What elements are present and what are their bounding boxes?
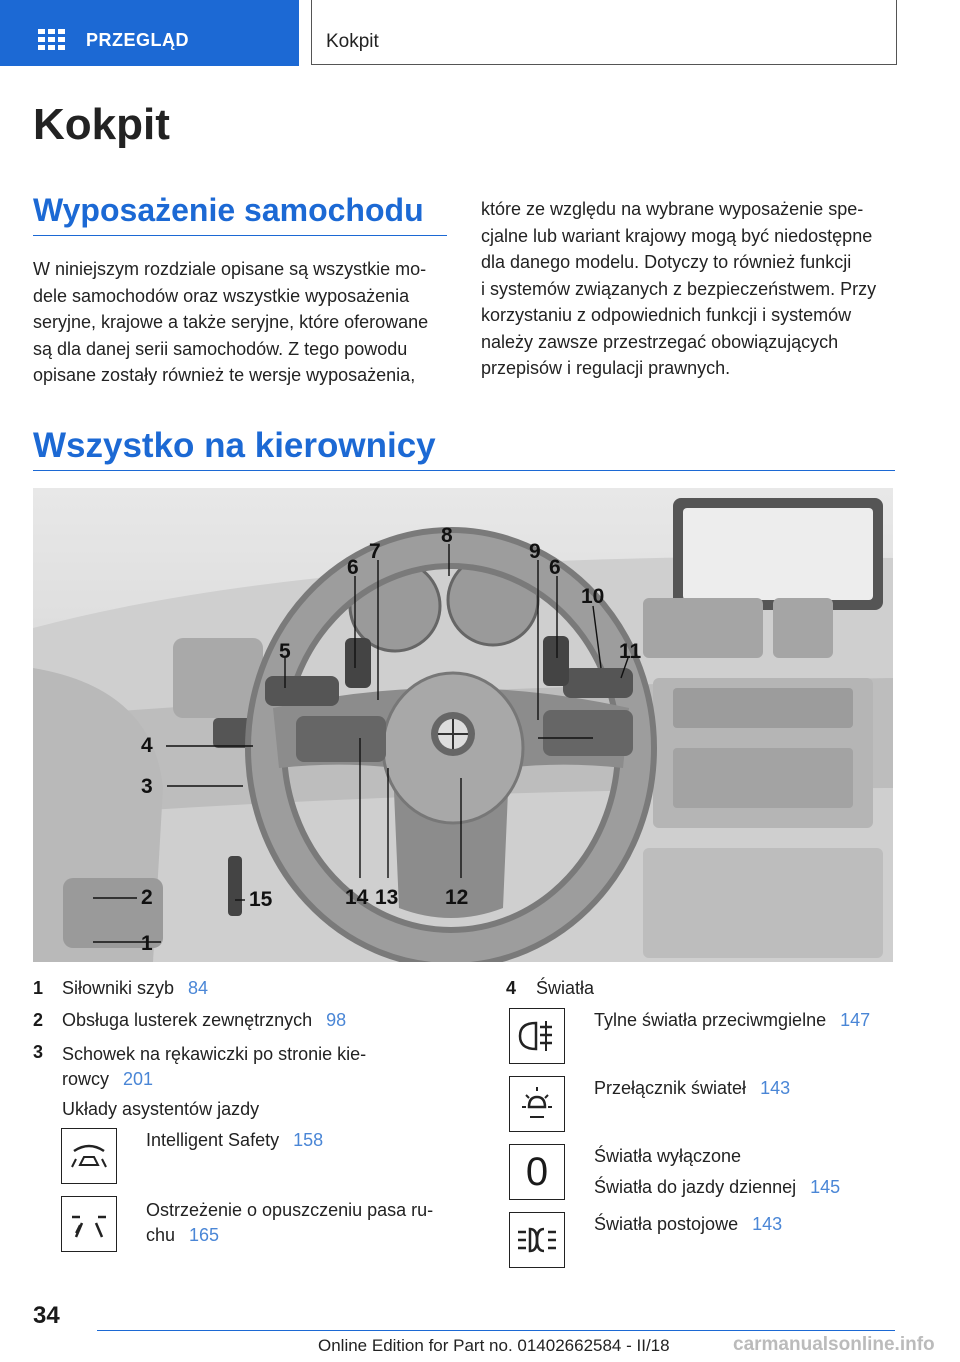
nav-tab-overview[interactable] xyxy=(0,0,299,66)
callout-8: 8 xyxy=(441,524,453,547)
page-link[interactable]: 158 xyxy=(293,1130,324,1150)
page-link[interactable]: 143 xyxy=(760,1078,791,1098)
callout-6: 6 xyxy=(347,556,359,579)
legend-item-glovebox xyxy=(62,1042,366,1092)
legend-item-lane-departure xyxy=(146,1198,433,1248)
breadcrumb-label: Kokpit xyxy=(326,31,379,52)
callout-11: 11 xyxy=(619,640,642,663)
legend-item-parking-lights xyxy=(594,1214,782,1235)
page-link[interactable]: 165 xyxy=(189,1225,220,1245)
text-line: seryjne, krajowe a także seryjne, które oferowane xyxy=(33,312,429,332)
callout-15: 15 xyxy=(249,888,273,911)
grid-menu-icon xyxy=(38,29,66,51)
callout-13: 13 xyxy=(375,886,399,909)
legend-item-daytime-lights xyxy=(594,1177,840,1198)
callout-5: 5 xyxy=(279,640,291,663)
parking-lights-icon xyxy=(509,1212,565,1268)
legend-item-lights-off: Światła wyłączone xyxy=(594,1146,742,1166)
legend-item-light-switch xyxy=(594,1078,790,1099)
callout-3: 3 xyxy=(141,775,153,798)
text-line: korzystaniu z odpowiednich funkcji i systemów xyxy=(481,305,852,325)
callout-12: 12 xyxy=(445,886,469,909)
text-line: i systemów związanych z bezpieczeństwem. Przy xyxy=(481,278,877,299)
section-title-steering-wheel: Wszystko na kierownicy xyxy=(33,426,436,465)
legend-number: 4 xyxy=(506,978,517,998)
watermark: carmanualsonline.info xyxy=(733,1334,935,1355)
text-line: cjalne lub wariant krajowy mogą być niedostępne xyxy=(481,225,873,246)
callout-9: 9 xyxy=(529,540,541,563)
legend-subheading: Układy asystentów jazdy xyxy=(62,1099,260,1119)
page-link[interactable]: 201 xyxy=(123,1069,154,1089)
callout-4: 4 xyxy=(141,734,153,757)
section-divider xyxy=(33,235,447,236)
text-line: W niniejszym rozdziale opisane są wszystkie mo‐ xyxy=(33,259,427,279)
callout-14: 14 xyxy=(345,886,369,909)
lights-off-icon: 0 xyxy=(509,1144,565,1200)
callout-2: 2 xyxy=(141,886,153,909)
text-line: przepisów i regulacji prawnych. xyxy=(481,358,731,378)
callout-10: 10 xyxy=(581,585,605,608)
legend-text: Światła postojowe xyxy=(594,1214,739,1234)
light-switch-icon xyxy=(509,1076,565,1132)
callout-1: 1 xyxy=(141,932,153,955)
callout-6-right: 6 xyxy=(549,556,561,579)
page-link[interactable]: 98 xyxy=(326,1010,347,1030)
legend-item-intelligent-safety xyxy=(146,1130,323,1151)
legend-item-lights: Światła xyxy=(536,978,595,998)
legend-text: Siłowniki szyb xyxy=(62,978,175,998)
legend-item-window-lifters xyxy=(62,978,208,999)
section-title-equipment: Wyposażenie samochodu xyxy=(33,192,424,228)
legend-text: Intelligent Safety xyxy=(146,1130,280,1150)
lane-departure-icon xyxy=(61,1196,117,1252)
text-line: opisane zostały również te wersje wyposażenia, xyxy=(33,365,416,385)
legend-text: rowcy xyxy=(62,1069,110,1089)
legend-number: 3 xyxy=(33,1042,44,1062)
legend-number: 1 xyxy=(33,978,44,998)
intelligent-safety-icon xyxy=(61,1128,117,1184)
intro-paragraph-col2 xyxy=(481,196,895,382)
page-title: Kokpit xyxy=(33,100,170,149)
text-line: dla danego modelu. Dotyczy to również funkcji xyxy=(481,252,852,272)
text-line: są dla danej serii samochodów. Z tego powodu xyxy=(33,338,408,359)
page-link[interactable]: 143 xyxy=(752,1214,783,1234)
legend-text: Ostrzeżenie o opuszczeniu pasa ru‐ xyxy=(146,1200,434,1220)
footer-divider xyxy=(97,1330,895,1331)
page-link[interactable]: 147 xyxy=(840,1010,871,1030)
steering-wheel-illustration xyxy=(33,488,893,962)
text-line: należy zawsze przestrzegać obowiązujących xyxy=(481,331,839,352)
legend-text: Schowek na rękawiczki po stronie kie‐ xyxy=(62,1044,367,1064)
legend-item-rear-fog-lights xyxy=(594,1010,870,1031)
legend-text: chu xyxy=(146,1225,176,1245)
legend-number: 2 xyxy=(33,1010,44,1030)
legend-text: Obsługa lusterek zewnętrznych xyxy=(62,1010,313,1030)
rear-fog-light-icon xyxy=(509,1008,565,1064)
breadcrumb[interactable] xyxy=(311,0,897,65)
legend-item-mirror-control xyxy=(62,1010,346,1031)
callout-7: 7 xyxy=(369,540,381,563)
section-divider xyxy=(33,470,895,471)
intro-paragraph-col1 xyxy=(33,256,447,389)
page-link[interactable]: 84 xyxy=(188,978,209,998)
page-link[interactable]: 145 xyxy=(810,1177,841,1197)
page-number: 34 xyxy=(33,1302,60,1329)
footer-edition: Online Edition for Part no. 01402662584 - II/18 xyxy=(318,1336,670,1355)
nav-tab-label: PRZEGLĄD xyxy=(86,30,189,50)
legend-text: Światła do jazdy dziennej xyxy=(594,1177,797,1197)
legend-text: Przełącznik świateł xyxy=(594,1078,747,1098)
text-line: które ze względu na wybrane wyposażenie spe‐ xyxy=(481,199,864,219)
legend-text: Tylne światła przeciwmgielne xyxy=(594,1010,827,1030)
text-line: dele samochodów oraz wszystkie wyposażenia xyxy=(33,285,410,306)
